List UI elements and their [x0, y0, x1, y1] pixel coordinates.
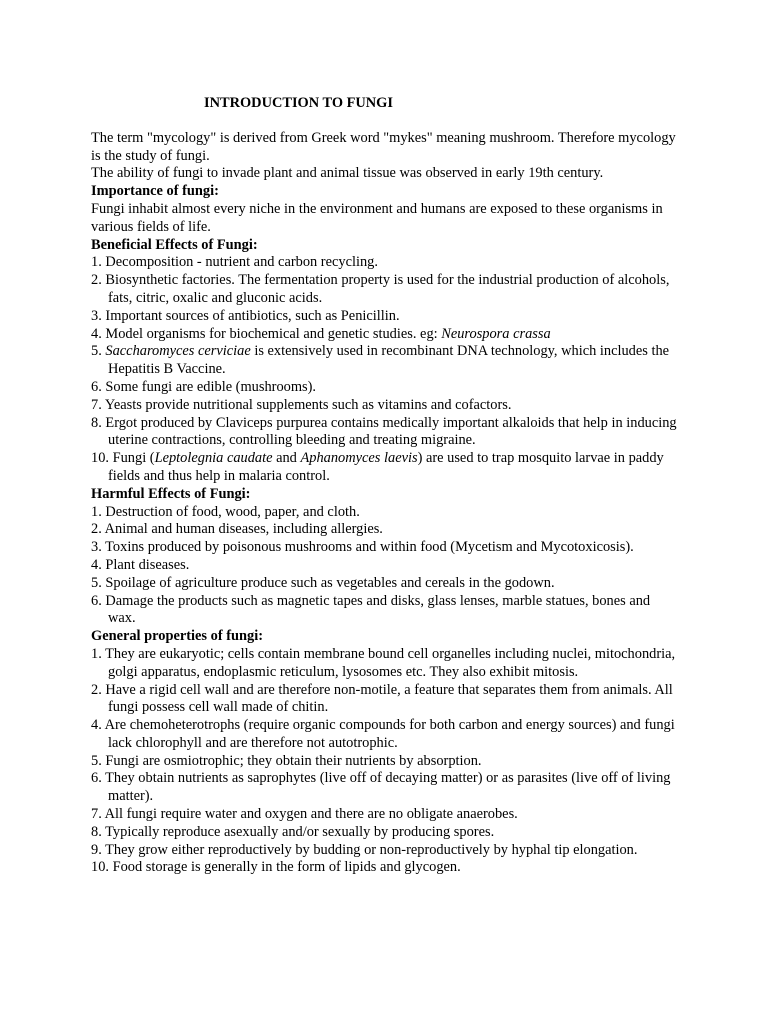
- importance-heading: Importance of fungi:: [91, 183, 219, 200]
- species-name: Saccharomyces cerviciae: [105, 343, 251, 360]
- item-text: is extensively used in recombinant DNA technology, which includes the Hepatitis B Vaccine.: [108, 343, 670, 378]
- item-text: Spoilage of agriculture produce such as vegetables and cereals in the godown.: [105, 574, 555, 591]
- item-text: and: [272, 450, 301, 467]
- item-number: 9.: [91, 841, 102, 858]
- item-text: All fungi require water and oxygen and there are no obligate anaerobes.: [104, 806, 518, 823]
- item-text: They grow either reproductively by budding or non-reproductively by hyphal tip elongation.: [105, 841, 638, 858]
- item-number: 6.: [91, 770, 102, 787]
- item-text: Decomposition - nutrient and carbon recycling.: [105, 254, 378, 271]
- list-item: [91, 272, 680, 308]
- list-item: [91, 717, 680, 753]
- page-title: INTRODUCTION TO FUNGI: [204, 95, 393, 111]
- item-text: Toxins produced by poisonous mushrooms and within food (Mycetism and Mycotoxicosis).: [105, 539, 634, 556]
- importance-text: Fungi inhabit almost every niche in the environment and humans are exposed to these organisms in various fields of life.: [91, 200, 663, 235]
- general-heading: General properties of fungi:: [91, 628, 263, 645]
- list-item: [91, 397, 680, 415]
- item-number: 4.: [91, 717, 102, 734]
- list-item: [91, 521, 680, 539]
- item-number: 5.: [91, 343, 102, 360]
- item-text: They obtain nutrients as saprophytes (live off of decaying matter) or as parasites (live off of living matter).: [105, 770, 671, 805]
- intro-paragraph: The ability of fungi to invade plant and animal tissue was observed in early 19th century.: [91, 165, 604, 182]
- item-text: Plant diseases.: [105, 556, 190, 573]
- item-number: 6.: [91, 592, 102, 609]
- list-item: [91, 824, 680, 842]
- item-number: 4.: [91, 325, 102, 342]
- species-name: Aphanomyces laevis: [300, 450, 418, 467]
- list-item: [91, 575, 680, 593]
- item-text: Typically reproduce asexually and/or sexually by producing spores.: [105, 823, 495, 840]
- intro-paragraph: The term "mycology" is derived from Greek word "mykes" meaning mushroom. Therefore mycology is the study of fungi.: [91, 129, 676, 164]
- item-text: Fungi are osmiotrophic; they obtain their nutrients by absorption.: [105, 752, 482, 769]
- item-number: 1.: [91, 503, 102, 520]
- item-number: 8.: [91, 414, 102, 431]
- list-item: [91, 308, 680, 326]
- item-number: 7.: [91, 806, 102, 823]
- item-text: Are chemoheterotrophs (require organic compounds for both carbon and energy sources) and fungi lack chlorophyll and are therefore not autotrophic.: [104, 717, 675, 751]
- species-name: Leptolegnia caudate: [154, 450, 273, 467]
- list-item: [91, 379, 680, 397]
- species-name: Neurospora crassa: [441, 325, 551, 342]
- item-number: 4.: [91, 556, 102, 573]
- harmful-heading: Harmful Effects of Fungi:: [91, 485, 251, 502]
- item-text: They are eukaryotic; cells contain membrane bound cell organelles including nuclei, mitochondria, golgi apparatus, endoplasmic reticulum, lysosomes etc. They also exhibit mitosis.: [105, 645, 676, 680]
- item-text: Damage the products such as magnetic tapes and disks, glass lenses, marble statues, bones and wax.: [105, 592, 651, 627]
- item-number: 10.: [91, 859, 109, 876]
- item-text: Food storage is generally in the form of lipids and glycogen.: [112, 859, 461, 876]
- list-item: [91, 343, 680, 379]
- item-text: Ergot produced by Claviceps purpurea contains medically important alkaloids that help in inducing uterine contractions, controlling bleeding and treating migraine.: [105, 414, 677, 449]
- list-item: [91, 770, 680, 806]
- list-item: [91, 254, 680, 272]
- item-text: Some fungi are edible (mushrooms).: [105, 378, 317, 395]
- item-text: Important sources of antibiotics, such as Penicillin.: [105, 307, 400, 324]
- general-list: [91, 646, 680, 877]
- list-item: [91, 539, 680, 557]
- item-text: Have a rigid cell wall and are therefore non-motile, a feature that separates them from animals. All fungi possess cell wall made of chitin.: [105, 681, 673, 716]
- item-number: 2.: [91, 521, 102, 538]
- list-item: [91, 593, 680, 629]
- item-number: 2.: [91, 681, 102, 698]
- item-number: 1.: [91, 645, 102, 662]
- item-number: 3.: [91, 307, 102, 324]
- list-item: [91, 450, 680, 486]
- list-item: [91, 326, 680, 344]
- item-number: 10.: [91, 450, 109, 467]
- list-item: [91, 415, 680, 451]
- list-item: [91, 842, 680, 860]
- harmful-list: [91, 504, 680, 629]
- item-number: 3.: [91, 539, 102, 556]
- item-text: Destruction of food, wood, paper, and cloth.: [105, 503, 360, 520]
- item-number: 1.: [91, 254, 102, 271]
- item-number: 2.: [91, 272, 102, 289]
- item-number: 7.: [91, 396, 102, 413]
- list-item: [91, 806, 680, 824]
- item-text: Fungi (: [112, 450, 155, 467]
- beneficial-list: [91, 254, 680, 485]
- item-text: Yeasts provide nutritional supplements such as vitamins and cofactors.: [104, 396, 512, 413]
- item-number: 5.: [91, 752, 102, 769]
- item-number: 5.: [91, 574, 102, 591]
- list-item: [91, 504, 680, 522]
- list-item: [91, 646, 680, 682]
- list-item: [91, 859, 680, 877]
- list-item: [91, 753, 680, 771]
- item-number: 8.: [91, 823, 102, 840]
- item-text: Biosynthetic factories. The fermentation property is used for the industrial production of alcohols, fats, citric, oxalic and gluconic acids.: [105, 272, 670, 306]
- item-text: ) are used to trap mosquito larvae in paddy fields and thus help in malaria control.: [108, 450, 664, 484]
- item-text: Animal and human diseases, including allergies.: [104, 521, 383, 538]
- item-number: 6.: [91, 378, 102, 395]
- list-item: [91, 557, 680, 575]
- list-item: [91, 682, 680, 718]
- beneficial-heading: Beneficial Effects of Fungi:: [91, 236, 258, 253]
- item-text: Model organisms for biochemical and genetic studies. eg:: [105, 325, 442, 342]
